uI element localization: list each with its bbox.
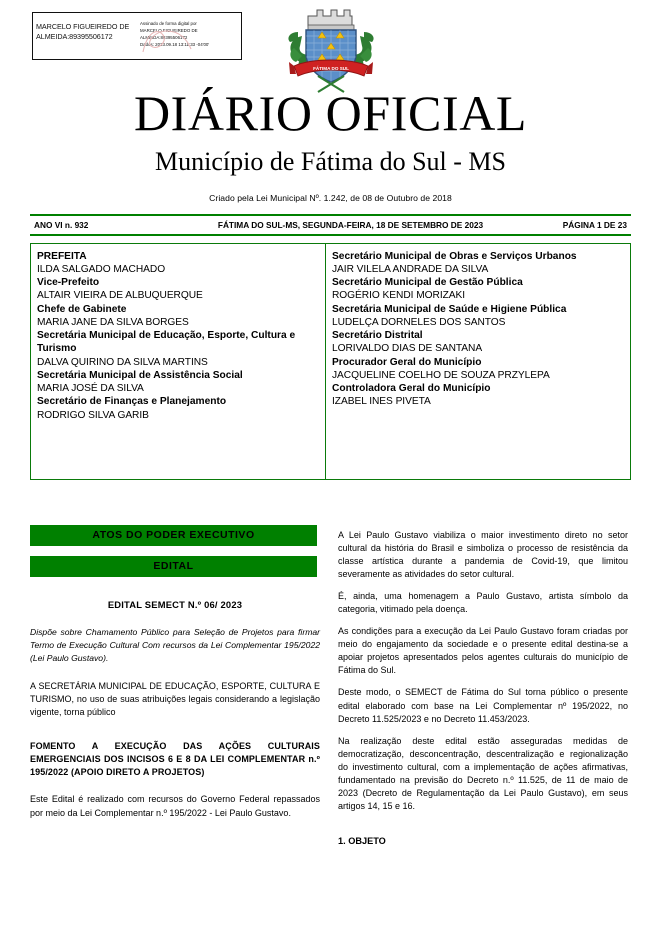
right-paragraph-1: A Lei Paulo Gustavo viabiliza o maior investimento direto no setor cultural da história do Brasil e simboliza o processo de resistência da classe artística durante a pandemia de Covid-19, que limitou severamente as atividades do setor cultural.	[338, 530, 628, 580]
body-column-left	[30, 525, 320, 925]
official-role: Procurador Geral do Município	[332, 356, 482, 368]
official-role: Secretária Municipal de Saúde e Higiene Pública	[332, 303, 567, 315]
signature-details	[137, 13, 241, 59]
spacer	[338, 822, 628, 834]
right-paragraph-2: É, ainda, uma homenagem a Paulo Gustavo, artista símbolo da categoria, vitimado pela doença.	[338, 591, 628, 615]
official-name: ALTAIR VIEIRA DE ALBUQUERQUE	[37, 290, 203, 302]
official-entry	[332, 250, 625, 277]
banner-atos-poder-executivo: ATOS DO PODER EXECUTIVO	[30, 525, 317, 546]
officials-column-left	[31, 244, 326, 479]
official-name: MARIA JOSÉ DA SILVA	[37, 383, 144, 394]
section-title-objeto: 1. OBJETO	[338, 835, 386, 846]
official-entry	[37, 276, 320, 303]
official-entry	[332, 329, 625, 356]
officials-table	[30, 243, 631, 480]
signature-detail-line2: MARCELO FIGUEIREDO DE	[140, 28, 198, 34]
masthead	[30, 85, 631, 203]
official-entry	[37, 303, 320, 330]
signature-detail-line4: Dados: 2023.09.18 13:11:33 -04'00'	[140, 42, 210, 48]
official-role: Chefe de Gabinete	[37, 303, 127, 315]
banner-edital: EDITAL	[30, 556, 317, 577]
edital-ementa: Dispõe sobre Chamamento Público para Seleção de Projetos para firmar Termo de Execução Cultural Com recursos da Lei Complementar 195/2022 (Lei Paulo Gustavo).	[30, 627, 320, 664]
official-name: LORIVALDO DIAS DE SANTANA	[332, 343, 483, 355]
official-entry	[332, 356, 625, 383]
official-role: Controladora Geral do Município	[332, 383, 491, 394]
page-indicator: PÁGINA 1 DE 23	[562, 219, 627, 230]
signature-subject	[33, 13, 137, 59]
official-name: LUDELÇA DORNELES DOS SANTOS	[332, 316, 506, 328]
official-role: Secretário Municipal de Gestão Pública	[332, 277, 523, 288]
official-role: Secretário Distrital	[332, 330, 423, 341]
officials-column-right	[326, 244, 630, 479]
signature-detail-line1: Assinado de forma digital por	[140, 21, 197, 26]
official-entry	[37, 329, 320, 369]
official-name: JAIR VILELA ANDRADE DA SILVA	[332, 263, 489, 275]
right-paragraph-3: As condições para a execução da Lei Paulo Gustavo foram criadas por meio do engajamento da sociedade e o presente edital destina-se a apoiar projetos apresentados pelos agentes culturais do município de Fátima do Sul.	[338, 626, 628, 676]
official-name: MARIA JANE DA SILVA BORGES	[37, 316, 189, 328]
edital-number: EDITAL SEMECT N.º 06/ 2023	[107, 599, 243, 610]
edital-paragraph-1: A SECRETÁRIA MUNICIPAL DE EDUCAÇÃO, ESPORTE, CULTURA E TURISMO, no uso de suas atribuições legais considerando a legislação vigente, torna público	[30, 681, 320, 718]
edital-object-heading: FOMENTO A EXECUÇÃO DAS AÇÕES CULTURAIS EMERGENCIAIS DOS INCISOS 6 E 8 DA LEI COMPLEMENTAR n.º 195/2022 (APOIO DIRETO A PROJETOS)	[30, 741, 320, 778]
official-role: Secretário Municipal de Obras e Serviços Urbanos	[332, 250, 577, 262]
official-role: Secretária Municipal de Assistência Social	[37, 369, 243, 381]
official-name: JACQUELINE COELHO DE SOUZA PRZYLEPA	[332, 369, 550, 381]
official-entry	[37, 250, 320, 277]
official-role: Vice-Prefeito	[37, 277, 100, 288]
coat-of-arms-icon	[284, 2, 378, 94]
official-name: IZABEL INES PIVETA	[332, 396, 431, 408]
signature-subject-line2: ALMEIDA:89395506172	[36, 32, 113, 42]
spacer	[30, 728, 320, 740]
official-name: DALVA QUIRINO DA SILVA MARTINS	[37, 356, 208, 368]
official-role: Secretária Municipal de Educação, Esporte, Cultura e Turismo	[37, 330, 296, 355]
crest-banner-text: FÁTIMA DO SUL	[312, 66, 349, 71]
official-name: ILDA SALGADO MACHADO	[37, 263, 166, 275]
page-title: DIÁRIO OFICIAL	[133, 85, 528, 141]
digital-signature-box	[32, 12, 242, 60]
signature-detail-line3: ALMEIDA:89395506172	[140, 35, 188, 41]
official-entry	[332, 276, 625, 303]
masthead-law-note: Criado pela Lei Municipal Nº. 1.242, de 08 de Outubro de 2018	[209, 192, 452, 203]
edition-number: ANO VI n. 932	[34, 219, 89, 230]
header-band	[30, 0, 631, 90]
masthead-subtitle: Município de Fátima do Sul - MS	[155, 147, 506, 176]
official-name: RODRIGO SILVA GARIB	[37, 409, 149, 421]
body-columns	[30, 525, 631, 925]
official-name: ROGÉRIO KENDI MORIZAKI	[332, 290, 466, 302]
signature-subject-line1: MARCELO FIGUEIREDO DE	[36, 22, 130, 31]
official-entry	[37, 395, 320, 422]
right-paragraph-4: Deste modo, o SEMECT de Fátima do Sul torna público o presente edital elaborado com base na Lei Complementar nº 195/2022, no Decreto 11.525/2023 e no Decreto 11.453/2023.	[338, 687, 628, 724]
official-role: PREFEITA	[37, 250, 87, 262]
official-entry	[332, 303, 625, 330]
edition-info-bar	[30, 214, 631, 236]
official-role: Secretário de Finanças e Planejamento	[37, 396, 227, 408]
edital-paragraph-2: Este Edital é realizado com recursos do Governo Federal repassados por meio da Lei Complementar n.º 195/2022 - Lei Paulo Gustavo.	[30, 794, 320, 818]
official-entry	[332, 382, 625, 409]
spacer	[30, 577, 320, 597]
official-entry	[37, 369, 320, 396]
body-column-right	[338, 525, 628, 925]
right-paragraph-5: Na realização deste edital estão asseguradas medidas de democratização, desconcentração, descentralização e regionalização do investimento cultural, com a implementação de ações afirmativas, fundamentado na previsão do Decreto n.º 11.525, de 11 de maio de 2023 (Decreto de Regulamentação da Lei Paulo Gustavo), em seus artigos 14, 15 e 16.	[338, 735, 628, 811]
edition-date: FÁTIMA DO SUL-MS, SEGUNDA-FEIRA, 18 DE SETEMBRO DE 2023	[217, 219, 484, 230]
